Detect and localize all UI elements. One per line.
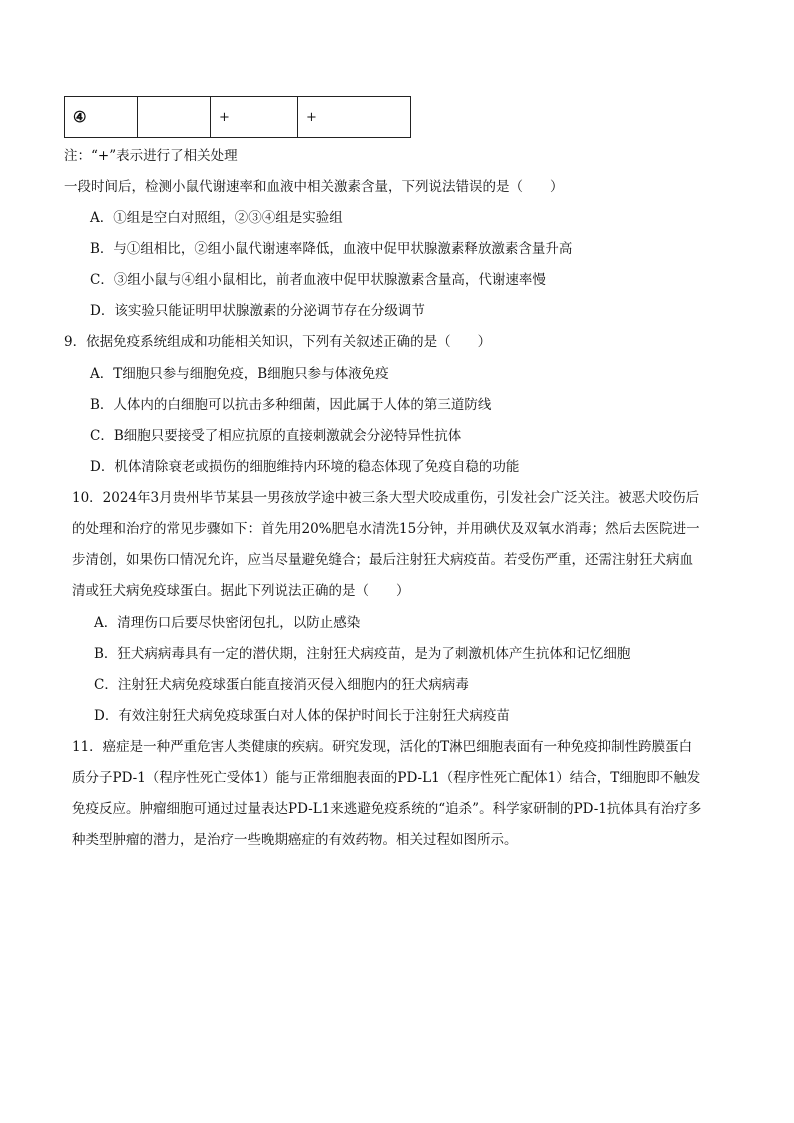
table-cell bbox=[65, 97, 138, 138]
table-cell: + bbox=[211, 97, 298, 138]
q11-stem-line: 种类型肿瘤的潜力，是治疗一些晚期癌症的有效药物。相关过程如图所示。 bbox=[72, 832, 518, 848]
table-note: 注：“+”表示进行了相关处理 bbox=[64, 148, 238, 164]
q10-stem-line: 步清创，如果伤口情况允许，应当尽量避免缝合；最后注射狂犬病疫苗。若受伤严重，还需注射狂犬病血 bbox=[72, 552, 693, 568]
group-number: ④ bbox=[73, 108, 87, 126]
q11-stem-line: 免疫反应。肿瘤细胞可通过过量表达PD-L1来逃避免疫系统的“追杀”。科学家研制的PD-1抗体具有治疗多 bbox=[72, 801, 702, 817]
q9-option-a: A．T细胞只参与细胞免疫，B细胞只参与体液免疫 bbox=[90, 366, 389, 382]
q8-option-a: A．①组是空白对照组，②③④组是实验组 bbox=[90, 210, 343, 226]
q8-option-b: B．与①组相比，②组小鼠代谢速率降低，血液中促甲状腺激素释放激素含量升高 bbox=[90, 241, 573, 257]
q8-stem: 一段时间后，检测小鼠代谢速率和血液中相关激素含量，下列说法错误的是（ ） bbox=[64, 179, 564, 195]
q9-stem: 9．依据免疫系统组成和功能相关知识，下列有关叙述正确的是（ ） bbox=[64, 334, 492, 350]
table-row bbox=[65, 97, 411, 138]
q9-option-b: B．人体内的白细胞可以抗击多种细菌，因此属于人体的第三道防线 bbox=[90, 397, 492, 413]
q8-option-c: C．③组小鼠与④组小鼠相比，前者血液中促甲状腺激素含量高，代谢速率慢 bbox=[90, 272, 546, 288]
q10-stem-line: 10．2024年3月贵州毕节某县一男孩放学途中被三条大型犬咬成重伤，引发社会广泛关注。被恶犬咬伤后 bbox=[72, 490, 700, 506]
q10-option-b: B．狂犬病病毒具有一定的潜伏期，注射狂犬病疫苗，是为了刺激机体产生抗体和记忆细胞 bbox=[94, 646, 631, 662]
table-cell bbox=[138, 97, 211, 138]
table-cell: + bbox=[298, 97, 411, 138]
q9-option-c: C．B细胞只要接受了相应抗原的直接刺激就会分泌特异性抗体 bbox=[90, 428, 462, 444]
treatment-table bbox=[64, 96, 411, 138]
q10-option-c: C．注射狂犬病免疫球蛋白能直接消灭侵入细胞内的狂犬病病毒 bbox=[94, 677, 469, 693]
q11-stem-line: 11．癌症是一种严重危害人类健康的疾病。研究发现，活化的T淋巴细胞表面有一种免疫抑制性跨膜蛋白 bbox=[72, 739, 693, 755]
q9-option-d: D．机体清除衰老或损伤的细胞维持内环境的稳态体现了免疫自稳的功能 bbox=[90, 459, 520, 475]
q10-stem-line: 的处理和治疗的常见步骤如下：首先用20%肥皂水清洗15分钟，并用碘伏及双氧水消毒；然后去医院进一 bbox=[72, 521, 700, 537]
q10-option-d: D．有效注射狂犬病免疫球蛋白对人体的保护时间长于注射狂犬病疫苗 bbox=[94, 708, 510, 724]
q10-stem-line: 清或狂犬病免疫球蛋白。据此下列说法正确的是（ ） bbox=[72, 583, 410, 599]
q10-option-a: A．清理伤口后要尽快密闭包扎，以防止感染 bbox=[94, 615, 361, 631]
q8-option-d: D．该实验只能证明甲状腺激素的分泌调节存在分级调节 bbox=[90, 303, 425, 319]
q11-stem-line: 质分子PD-1（程序性死亡受体1）能与正常细胞表面的PD-L1（程序性死亡配体1）结合，T细胞即不触发 bbox=[72, 770, 701, 786]
